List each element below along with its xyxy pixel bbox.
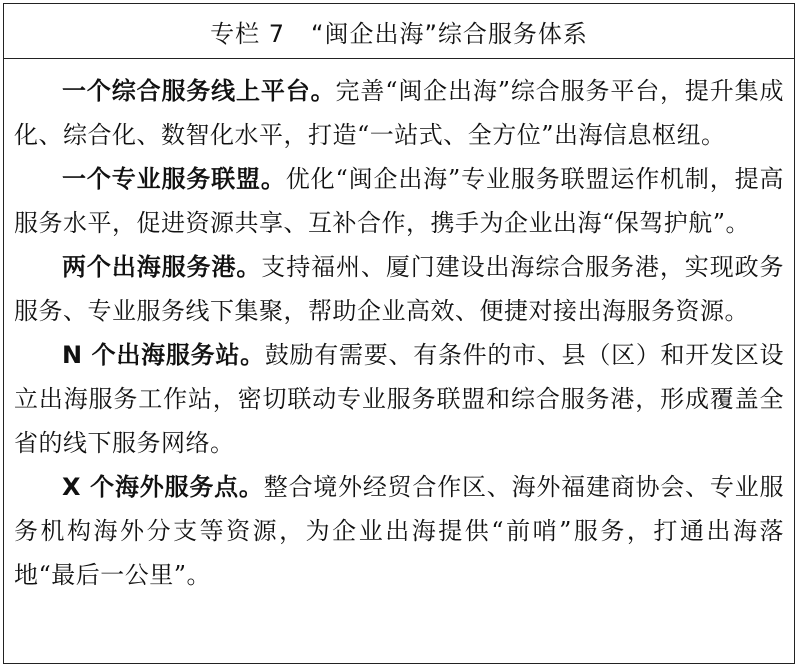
box-header bbox=[4, 4, 794, 59]
feature-box bbox=[3, 3, 795, 664]
item-text: 整合境外经贸合作区、海外福建商协会、专业服务机构海外分支等资源，为企业出海提供“前哨”服务，打通出海落地“最后一公里”。 bbox=[14, 473, 785, 589]
box-content bbox=[4, 59, 794, 597]
item-online-platform bbox=[14, 69, 784, 157]
item-lead: 一个综合服务线上平台。 bbox=[62, 77, 336, 105]
item-lead: N 个出海服务站。 bbox=[62, 341, 265, 369]
item-text: 完善“闽企出海”综合服务平台，提升集成化、综合化、数智化水平，打造“一站式、全方位”出海信息枢纽。 bbox=[14, 77, 784, 149]
item-service-alliance bbox=[14, 157, 784, 245]
box-title: “闽企出海”综合服务体系 bbox=[311, 19, 588, 48]
item-lead: 一个专业服务联盟。 bbox=[62, 165, 286, 193]
item-lead: 两个出海服务港。 bbox=[62, 253, 262, 281]
item-text: 鼓励有需要、有条件的市、县（区）和开发区设立出海服务工作站，密切联动专业服务联盟和综合服务港，形成覆盖全省的线下服务网络。 bbox=[14, 341, 784, 457]
item-lead: X 个海外服务点。 bbox=[62, 473, 264, 501]
item-overseas-points bbox=[14, 465, 784, 597]
item-text: 支持福州、厦门建设出海综合服务港，实现政务服务、专业服务线下集聚，帮助企业高效、便捷对接出海服务资源。 bbox=[14, 253, 785, 325]
item-text: 优化“闽企出海”专业服务联盟运作机制，提高服务水平，促进资源共享、互补合作，携手为企业出海“保驾护航”。 bbox=[14, 165, 784, 237]
box-label: 专栏 7 bbox=[210, 19, 286, 48]
item-service-stations bbox=[14, 333, 784, 465]
item-service-ports bbox=[14, 245, 784, 333]
